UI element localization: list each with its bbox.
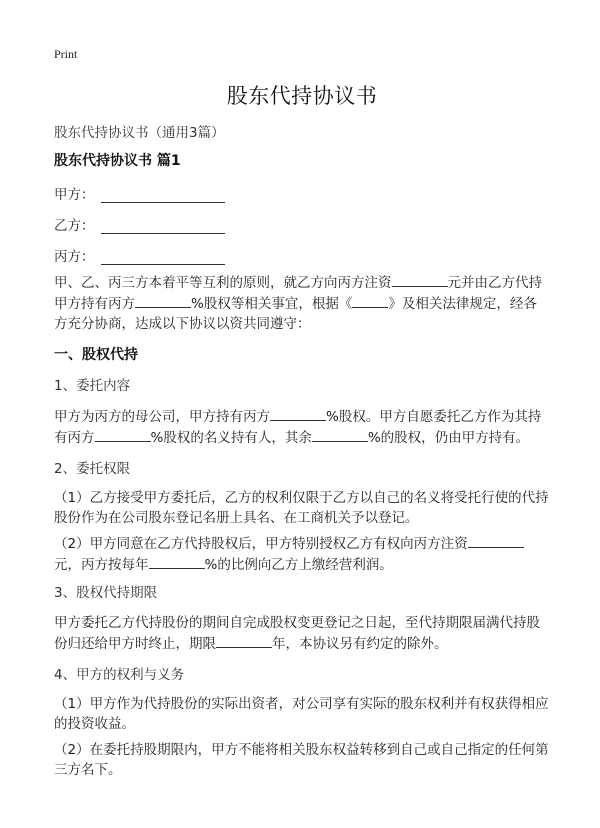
party-a-blank[interactable]	[101, 188, 225, 203]
party-c-line	[54, 245, 225, 265]
item-4-label: 4、甲方的权利与义务	[54, 667, 185, 683]
law-name-blank[interactable]	[352, 293, 388, 308]
item-4-paragraph-2: （2）在委托持股期限内，甲方不能将相关股东权益转移到自己或自己指定的任何第三方名下。	[54, 742, 549, 778]
injection-amount-blank[interactable]	[468, 533, 524, 548]
item-2-paragraph-2	[54, 533, 550, 575]
intro-text-1: 甲、乙、丙三方本着平等互利的原则，就乙方向丙方注资	[54, 275, 392, 291]
intro-text-2: 元并由乙方代持甲方持有丙方	[54, 275, 542, 312]
party-b-line	[54, 214, 225, 234]
item-3-text-2: 年，本协议另有约定的除外。	[272, 636, 448, 652]
part-heading: 股东代持协议书 篇1	[54, 153, 181, 169]
item-3-text-1: 甲方委托乙方代持股份的期间自完成股权变更登记之日起，至代持期限届满代持股份归还给甲方时终止，期限	[54, 615, 540, 652]
item-3-label: 3、股权代持期限	[54, 585, 158, 601]
item-2-label: 2、委托权限	[54, 461, 131, 477]
item-2-text-3: %的比例向乙方上缴经营利润。	[204, 557, 393, 573]
intro-text-3: %股权等相关事宜，根据《	[191, 296, 353, 312]
item-2-text-1: （2）甲方同意在乙方代持股权后，甲方特别授权乙方有权向丙方注资	[54, 536, 468, 552]
party-c-blank[interactable]	[101, 250, 225, 265]
party-a-line	[54, 183, 225, 203]
section-1-heading: 一、股权代持	[54, 347, 138, 363]
term-years-blank[interactable]	[216, 633, 272, 648]
document-subtitle: 股东代持协议书（通用3篇）	[54, 125, 225, 141]
item-1-paragraph	[54, 406, 550, 448]
item-1-label: 1、委托内容	[54, 378, 131, 394]
nominee-equity-blank[interactable]	[95, 427, 151, 442]
party-a-label: 甲方：	[54, 187, 95, 203]
item-2-paragraph-1: （1）乙方接受甲方委托后，乙方的权利仅限于乙方以自己的名义将受托行使的代持股份作为在公司股东登记名册上具名、在工商机关予以登记。	[54, 490, 549, 526]
item-1-text-3: %股权的名义持有人，其余	[150, 430, 312, 446]
print-label[interactable]: Print	[54, 47, 78, 61]
capital-amount-blank[interactable]	[392, 272, 448, 287]
equity-percent-blank[interactable]	[135, 293, 191, 308]
item-1-text-4: %的股权，仍由甲方持有。	[367, 430, 530, 446]
intro-text-4: 》及相关法律规定，经各方充分协商，达成以下协议以资共同遵守：	[54, 296, 537, 332]
item-3-paragraph	[54, 613, 550, 654]
party-c-label: 丙方：	[54, 249, 95, 265]
document-title: 股东代持协议书	[226, 84, 378, 108]
profit-percent-blank[interactable]	[149, 554, 205, 569]
party-b-blank[interactable]	[101, 219, 225, 234]
item-2-text-2: 元，丙方按每年	[54, 557, 149, 573]
item-1-text-2: %股权。甲方自愿委托乙方作为其持有丙方	[54, 409, 542, 446]
remaining-equity-blank[interactable]	[312, 427, 368, 442]
party-b-label: 乙方：	[54, 218, 95, 234]
parent-equity-blank[interactable]	[270, 406, 326, 421]
item-4-paragraph-1: （1）甲方作为代持股份的实际出资者，对公司享有实际的股东权利并有权获得相应的投资收益。	[54, 696, 549, 732]
item-1-text-1: 甲方为丙方的母公司，甲方持有丙方	[54, 409, 270, 425]
intro-paragraph	[54, 272, 550, 334]
